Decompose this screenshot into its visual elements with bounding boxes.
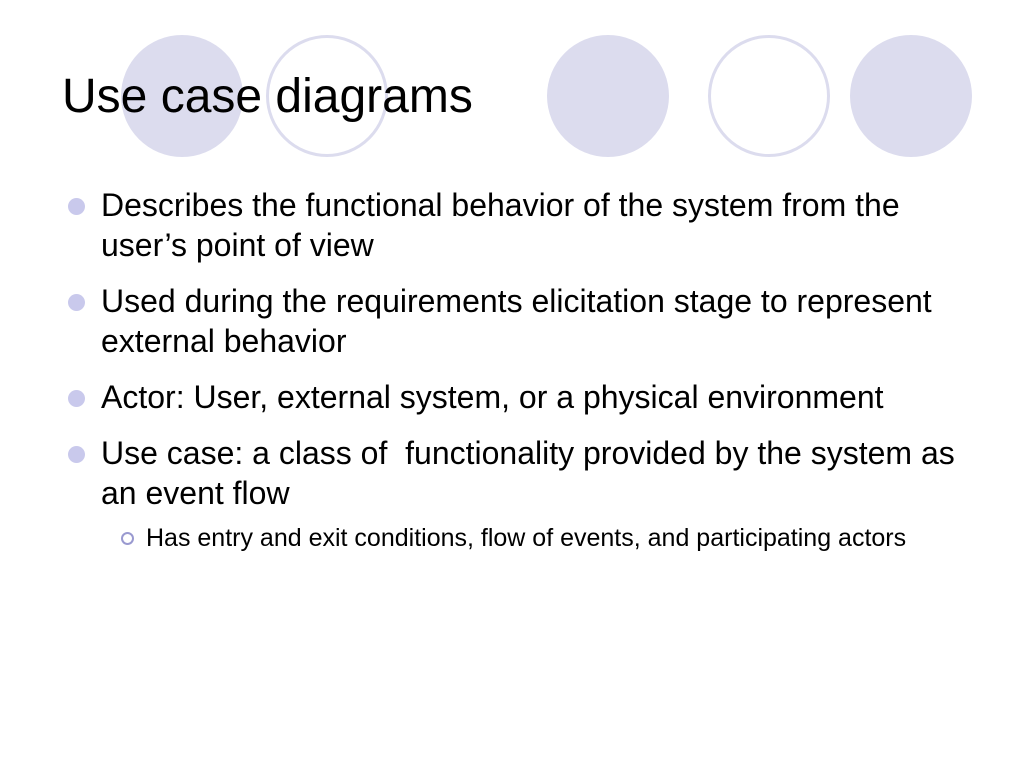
decorative-outline-circle — [708, 35, 830, 157]
decorative-filled-circle — [547, 35, 669, 157]
bullet-dot-icon — [68, 294, 85, 311]
bullet-text: Use case: a class of functionality provided by the system as an event flow — [101, 435, 964, 511]
bullet-list — [66, 185, 976, 572]
hollow-circle-bullet-icon — [121, 532, 134, 545]
bullet-item — [66, 185, 976, 265]
sub-bullet-text: Has entry and exit conditions, flow of events, and participating actors — [146, 524, 907, 552]
bullet-dot-icon — [68, 198, 85, 215]
bullet-dot-icon — [68, 390, 85, 407]
bullet-item — [66, 377, 976, 417]
slide-title: Use case diagrams — [62, 70, 473, 123]
bullet-item — [66, 281, 976, 361]
sub-bullet-item — [111, 521, 976, 556]
bullet-text: Describes the functional behavior of the system from the user’s point of view — [101, 187, 900, 263]
sub-bullet-list — [111, 521, 976, 556]
bullet-item — [66, 433, 976, 556]
decorative-filled-circle — [850, 35, 972, 157]
bullet-text: Actor: User, external system, or a physical environment — [101, 379, 884, 415]
bullet-text: Used during the requirements elicitation stage to represent external behavior — [101, 283, 932, 359]
bullet-dot-icon — [68, 446, 85, 463]
